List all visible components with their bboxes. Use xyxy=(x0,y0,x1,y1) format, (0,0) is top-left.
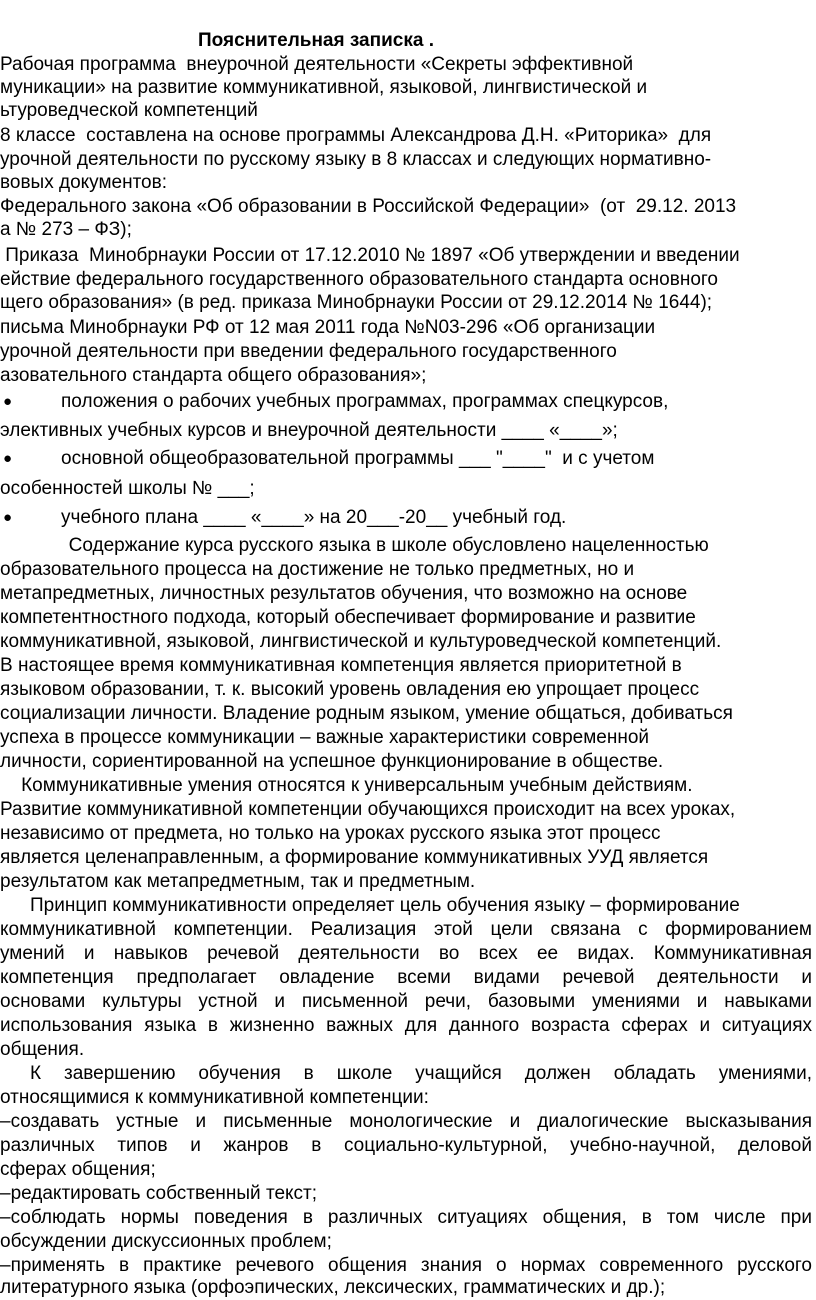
paragraph-line: коммуникативной компетенции. Реализация этой цели связана с формированием xyxy=(0,919,812,940)
paragraph-line: независимо от предмета, но только на уроках русского языка этот процесс xyxy=(0,823,661,844)
paragraph-line: К завершению обучения в школе учащийся должен обладать умениями, xyxy=(30,1063,812,1084)
paragraph-line: результатом как метапредметным, так и предметным. xyxy=(0,871,476,892)
paragraph-line: метапредметных, личностных результатов обучения, что возможно на основе xyxy=(0,583,688,604)
intro-line: ьтуроведческой компетенций xyxy=(0,100,258,121)
paragraph-line: различных типов и жанров в социально-культурной, учебно-научной, деловой xyxy=(0,1135,812,1156)
intro-line: урочной деятельности по русскому языку в 8 классах и следующих нормативно- xyxy=(0,149,712,170)
bullet-icon: ● xyxy=(3,450,13,467)
intro-line: Рабочая программа внеурочной деятельности «Секреты эффективной xyxy=(0,54,634,75)
paragraph-line: личности, сориентированной на успешное функционирование в обществе. xyxy=(0,751,664,772)
paragraph-line: основами культуры устной и письменной речи, базовыми умениями и навыками xyxy=(0,991,812,1012)
paragraph-line: сферах общения; xyxy=(0,1159,156,1180)
paragraph-line: компетентностного подхода, который обеспечивает формирование и развитие xyxy=(0,607,696,628)
intro-line: ействие федерального государственного образовательного стандарта основного xyxy=(0,269,718,290)
intro-line: урочной деятельности при введении федерального государственного xyxy=(0,341,617,362)
paragraph-line: использования языка в жизненно важных для данного возраста сферах и ситуациях xyxy=(0,1015,812,1036)
intro-line: а № 273 – ФЗ); xyxy=(0,219,132,240)
bullet-item-line: элективных учебных курсов и внеурочной деятельности ____ «____»; xyxy=(0,420,618,441)
paragraph-line: Содержание курса русского языка в школе обусловлено нацеленностью xyxy=(0,535,709,556)
paragraph-line: –редактировать собственный текст; xyxy=(0,1183,318,1204)
paragraph-line: успеха в процессе коммуникации – важные характеристики современной xyxy=(0,727,650,748)
document-title: Пояснительная записка . xyxy=(198,30,434,51)
paragraph-line: В настоящее время коммуникативная компетенция является приоритетной в xyxy=(0,655,682,676)
paragraph-line: социализации личности. Владение родным языком, умение общаться, добиваться xyxy=(0,703,733,724)
bullet-icon: ● xyxy=(3,509,13,526)
bullet-item-line: положения о рабочих учебных программах, программах спецкурсов, xyxy=(61,391,669,412)
intro-line: 8 классе составлена на основе программы Александрова Д.Н. «Риторика» для xyxy=(0,125,712,146)
paragraph-line: является целенаправленным, а формирование коммуникативных УУД является xyxy=(0,847,709,868)
paragraph-line: языковом образовании, т. к. высокий уровень овладения ею упрощает процесс xyxy=(0,679,700,700)
intro-line: азовательного стандарта общего образования»; xyxy=(0,365,427,386)
paragraph-line: литературного языка (орфоэпических, лексических, грамматических и др.); xyxy=(0,1277,666,1298)
paragraph-line: умений и навыков речевой деятельности во всех ее видах. Коммуникативная xyxy=(0,943,812,964)
intro-line: Приказа Минобрнауки России от 17.12.2010 № 1897 «Об утверждении и введении xyxy=(0,245,740,266)
paragraph-line: относящимися к коммуникативной компетенции: xyxy=(0,1087,429,1108)
paragraph-line: –соблюдать нормы поведения в различных ситуациях общения, в том числе при xyxy=(0,1207,812,1228)
paragraph-line: компетенция предполагает овладение всеми видами речевой деятельности и xyxy=(0,967,812,988)
intro-line: письма Минобрнауки РФ от 12 мая 2011 года №N03-296 «Об организации xyxy=(0,317,656,338)
intro-line: Федерального закона «Об образовании в Российской Федерации» (от 29.12. 2013 xyxy=(0,196,737,217)
bullet-item-line: особенностей школы № ___; xyxy=(0,478,255,499)
paragraph-line: –создавать устные и письменные монологические и диалогические высказывания xyxy=(0,1111,812,1132)
paragraph-line: коммуникативной, языковой, лингвистической и культуроведческой компетенций. xyxy=(0,631,722,652)
intro-line: вовых документов: xyxy=(0,172,167,193)
paragraph-line: общения. xyxy=(0,1039,85,1060)
bullet-item-line: основной общеобразовательной программы ___ "____" и с учетом xyxy=(61,448,655,469)
intro-line: щего образования» (в ред. приказа Минобрнауки России от 29.12.2014 № 1644); xyxy=(0,292,713,313)
bullet-item-line: учебного плана ____ «____» на 20___-20__ учебный год. xyxy=(61,507,567,528)
paragraph-line: образовательного процесса на достижение не только предметных, но и xyxy=(0,559,635,580)
bullet-icon: ● xyxy=(3,393,13,410)
paragraph-line: –применять в практике речевого общения знания о нормах современного русского xyxy=(0,1255,812,1276)
paragraph-line: Развитие коммуникативной компетенции обучающихся происходит на всех уроках, xyxy=(0,799,736,820)
paragraph-line: Принцип коммуникативности определяет цель обучения языку – формирование xyxy=(30,895,740,916)
intro-line: муникации» на развитие коммуникативной, языковой, лингвистической и xyxy=(0,77,648,98)
paragraph-line: Коммуникативные умения относятся к универсальным учебным действиям. xyxy=(0,775,693,796)
paragraph-line: обсуждении дискуссионных проблем; xyxy=(0,1231,332,1252)
